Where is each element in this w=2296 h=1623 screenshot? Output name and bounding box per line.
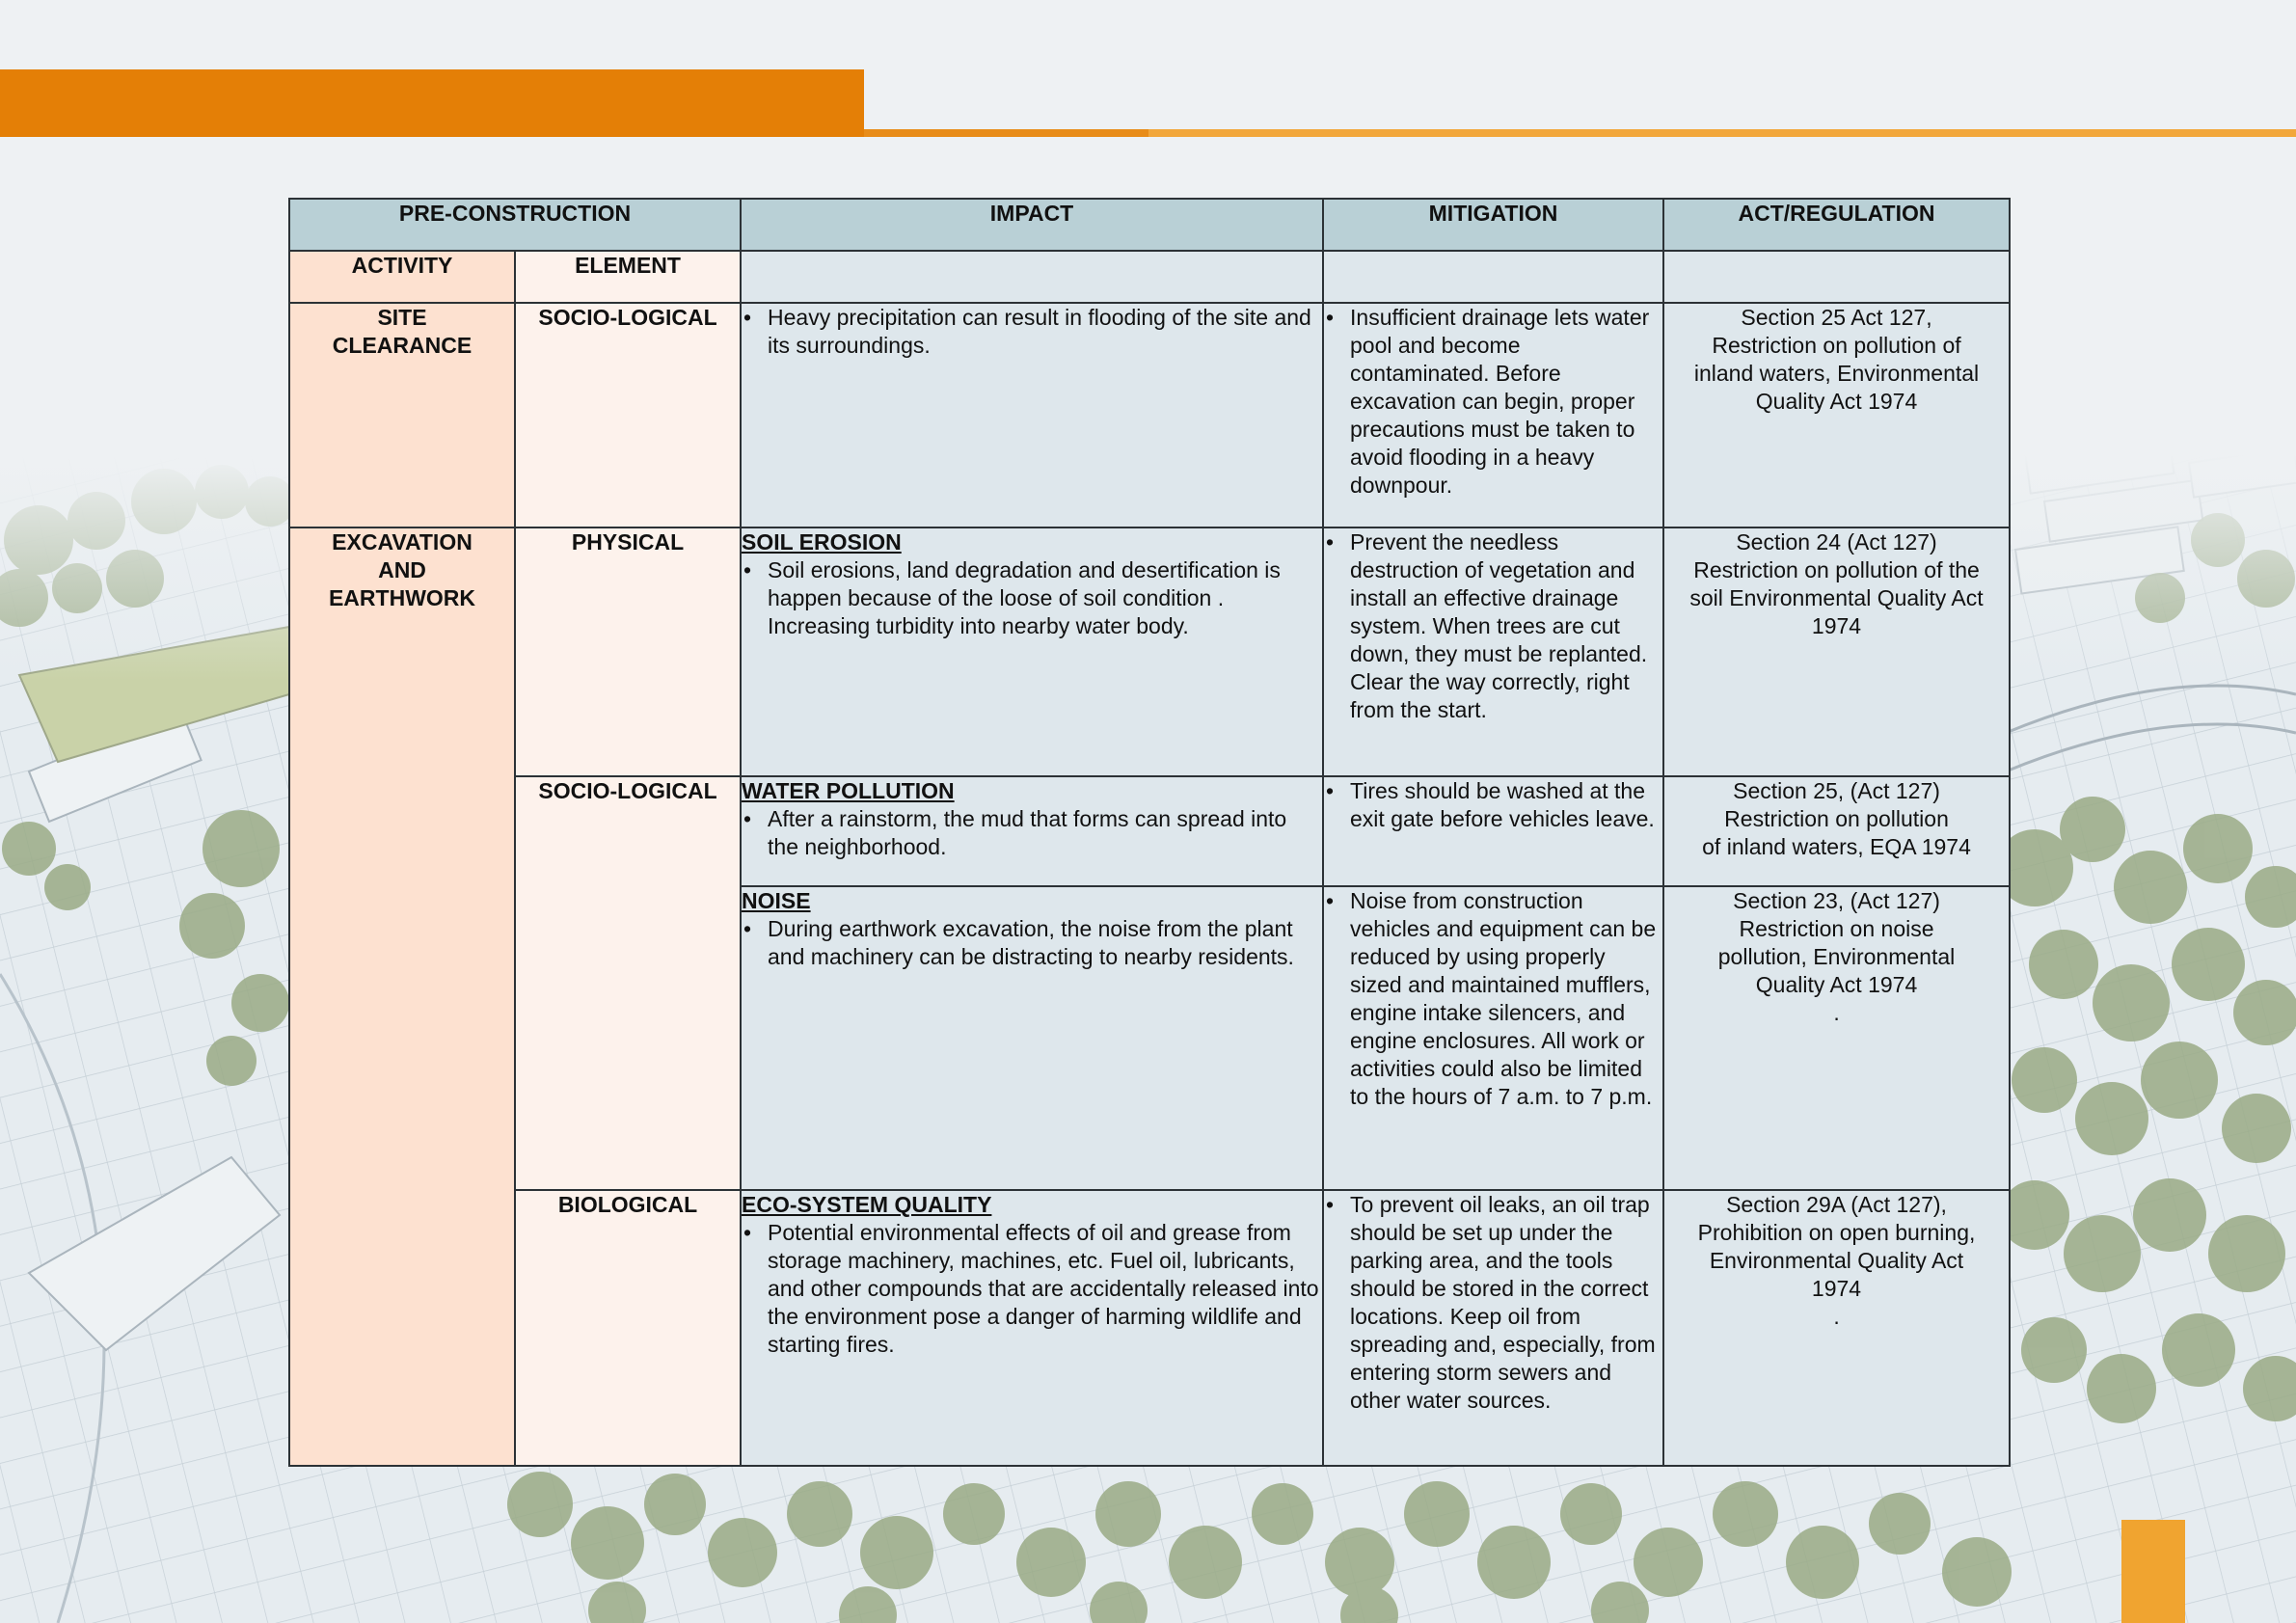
subheader-element: ELEMENT	[515, 251, 741, 303]
regulation-line: Section 25 Act 127,	[1741, 305, 1932, 330]
regulation-line: Restriction on pollution of	[1712, 333, 1961, 358]
mitigation-bullet: • To prevent oil leaks, an oil trap should be set up under the parking area, and the tools should be stored in the correct locations. Keep oil from spreading and, especially, from entering storm sewers and other water sources.	[1324, 1191, 1662, 1415]
activity-label-line: SITE	[377, 305, 427, 330]
subheader-blank	[1663, 251, 2010, 303]
activity-excavation-earthwork	[289, 527, 515, 1466]
regulation-line: inland waters, Environmental	[1693, 361, 1980, 386]
impact-cell	[741, 776, 1323, 886]
regulation-line: 1974	[1811, 613, 1862, 638]
regulation-line: Quality Act 1974	[1755, 389, 1918, 414]
regulation-line: Restriction on pollution of the	[1693, 557, 1980, 582]
table-row	[289, 303, 2010, 527]
regulation-line: Restriction on noise	[1739, 916, 1934, 941]
header-pre-construction: PRE-CONSTRUCTION	[289, 199, 741, 251]
regulation-line: 1974	[1811, 1276, 1862, 1301]
mitigation-cell	[1323, 527, 1663, 776]
activity-label-line: CLEARANCE	[332, 333, 473, 358]
page-corner-marker	[2121, 1520, 2185, 1623]
impact-topic-soil-erosion: SOIL EROSION	[742, 529, 902, 555]
header-accent-line	[864, 129, 1148, 137]
mitigation-cell	[1323, 776, 1663, 886]
header-mitigation: MITIGATION	[1323, 199, 1663, 251]
regulation-line: of inland waters, EQA 1974	[1702, 834, 1971, 859]
impact-cell	[741, 303, 1323, 527]
table-row	[289, 1190, 2010, 1466]
activity-label-line: EARTHWORK	[328, 585, 476, 610]
mitigation-cell	[1323, 1190, 1663, 1466]
element-physical: PHYSICAL	[515, 527, 741, 776]
mitigation-bullet: • Prevent the needless destruction of vegetation and install an effective drainage system. When trees are cut down, they must be replanted. Clear the way correctly, right from the start.	[1324, 528, 1662, 724]
mitigation-bullet: • Insufficient drainage lets water pool and become contaminated. Before excavation can begin, proper precautions must be taken to avoid flooding in a heavy downpour.	[1324, 304, 1662, 500]
mitigation-table	[288, 198, 2011, 1467]
regulation-cell	[1663, 886, 2010, 1190]
element-socio-logical: SOCIO-LOGICAL	[515, 303, 741, 527]
impact-cell	[741, 886, 1323, 1190]
regulation-line: Section 25, (Act 127)	[1733, 778, 1940, 803]
subheader-blank	[1323, 251, 1663, 303]
impact-bullet: • Soil erosions, land degradation and desertification is happen because of the loose of soil condition . Increasing turbidity into nearby water body.	[742, 556, 1322, 640]
subheader-blank	[741, 251, 1323, 303]
regulation-cell	[1663, 1190, 2010, 1466]
mitigation-cell	[1323, 886, 1663, 1190]
activity-label-line: EXCAVATION	[332, 529, 473, 555]
regulation-cell	[1663, 527, 2010, 776]
header-act-regulation: ACT/REGULATION	[1663, 199, 2010, 251]
impact-topic-noise: NOISE	[742, 888, 811, 913]
regulation-line: .	[1833, 1304, 1840, 1329]
regulation-cell	[1663, 776, 2010, 886]
regulation-line: Section 23, (Act 127)	[1733, 888, 1940, 913]
impact-bullet: • Potential environmental effects of oil and grease from storage machinery, machines, etc. Fuel oil, lubricants, and other compounds that are accidentally released into the environment pose a danger of harming wildlife and starting fires.	[742, 1219, 1322, 1359]
regulation-line: Section 24 (Act 127)	[1736, 529, 1937, 555]
mitigation-bullet: • Tires should be washed at the exit gate before vehicles leave.	[1324, 777, 1662, 833]
regulation-line: Prohibition on open burning,	[1697, 1220, 1976, 1245]
regulation-line: pollution, Environmental	[1717, 944, 1956, 969]
table-header-row	[289, 199, 2010, 251]
regulation-line: .	[1833, 1000, 1840, 1025]
table-row	[289, 527, 2010, 776]
table-subheader-row	[289, 251, 2010, 303]
regulation-line: Environmental Quality Act	[1709, 1248, 1964, 1273]
regulation-line: Section 29A (Act 127),	[1726, 1192, 1947, 1217]
subheader-activity: ACTIVITY	[289, 251, 515, 303]
regulation-line: Restriction on pollution	[1724, 806, 1949, 831]
header-accent-line-light	[1148, 129, 2296, 137]
impact-bullet: • During earthwork excavation, the noise from the plant and machinery can be distracting to nearby residents.	[742, 915, 1322, 971]
header-orange-band	[0, 69, 864, 137]
element-socio-logical: SOCIO-LOGICAL	[515, 776, 741, 1190]
element-biological: BIOLOGICAL	[515, 1190, 741, 1466]
impact-cell	[741, 527, 1323, 776]
impact-bullet: • After a rainstorm, the mud that forms can spread into the neighborhood.	[742, 805, 1322, 861]
header-impact: IMPACT	[741, 199, 1323, 251]
mitigation-cell	[1323, 303, 1663, 527]
activity-label-line: AND	[378, 557, 426, 582]
regulation-line: soil Environmental Quality Act	[1689, 585, 1984, 610]
activity-site-clearance	[289, 303, 515, 527]
regulation-line: Quality Act 1974	[1755, 972, 1918, 997]
impact-cell	[741, 1190, 1323, 1466]
regulation-cell	[1663, 303, 2010, 527]
impact-bullet: • Heavy precipitation can result in flooding of the site and its surroundings.	[742, 304, 1322, 360]
mitigation-bullet: • Noise from construction vehicles and equipment can be reduced by using properly sized and maintained mufflers, engine intake silencers, and engine enclosures. All work or activities could also be limited to the hours of 7 a.m. to 7 p.m.	[1324, 887, 1662, 1111]
table-row	[289, 776, 2010, 886]
impact-topic-water-pollution: WATER POLLUTION	[742, 778, 955, 803]
impact-topic-eco-system-quality: ECO-SYSTEM QUALITY	[742, 1192, 992, 1217]
